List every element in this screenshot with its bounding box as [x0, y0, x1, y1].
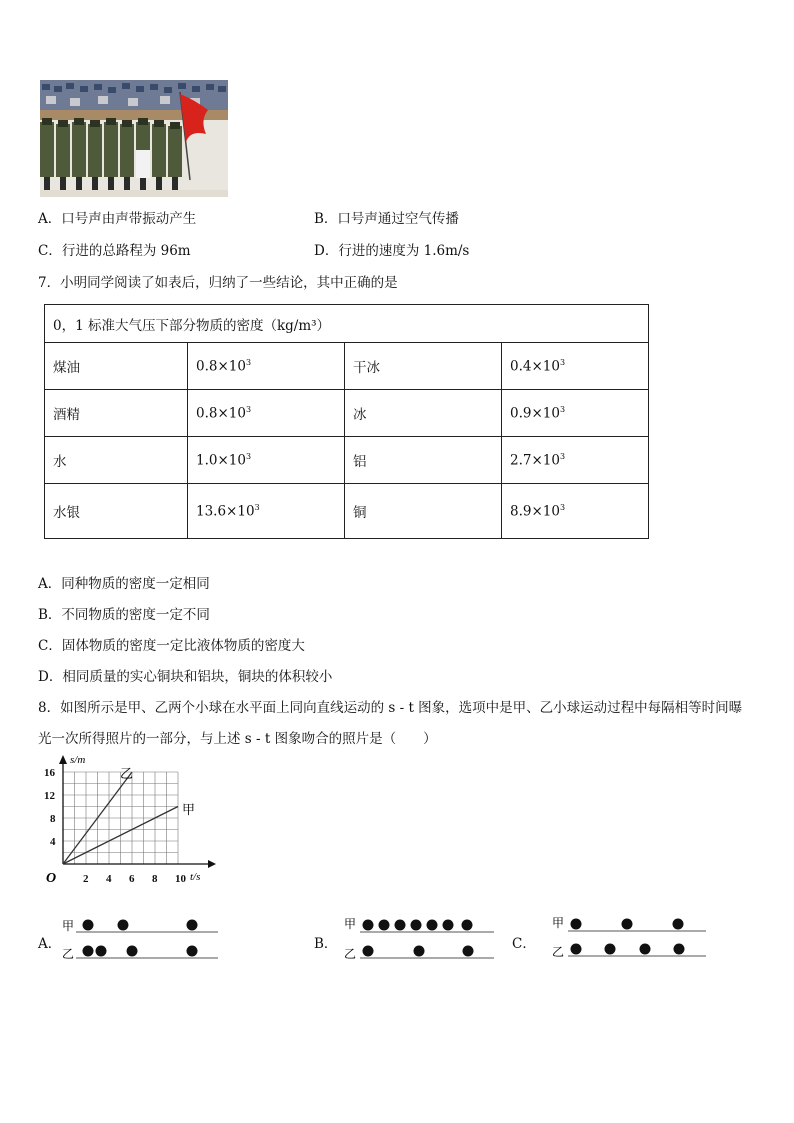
ball [96, 946, 107, 957]
ball [187, 946, 198, 957]
ball [395, 920, 406, 931]
density-cell: $0.9\times 10^3$ [502, 390, 649, 437]
ball [640, 944, 651, 955]
ball [363, 920, 374, 931]
ball [118, 920, 129, 931]
x-tick-label: 6 [129, 873, 135, 885]
substance-cell: 煤油 [45, 343, 188, 390]
y-axis-arrow [59, 755, 67, 764]
substance-cell: 铝 [345, 437, 502, 484]
label-yi: 乙 [62, 947, 75, 961]
x-tick-label: 2 [83, 873, 89, 885]
substance-cell: 水银 [45, 484, 188, 539]
density-cell: $0.8\times 10^3$ [188, 390, 345, 437]
ball [187, 920, 198, 931]
q7-option-d[interactable]: D．相同质量的实心铜块和铝块，铜块的体积较小 [38, 669, 333, 685]
ball [127, 946, 138, 957]
q8-option-c-label[interactable]: C． [512, 936, 536, 952]
ball [427, 920, 438, 931]
ball [673, 919, 684, 930]
x-tick-label: 10 [175, 873, 186, 885]
parade-photo [40, 80, 228, 197]
label-yi: 乙 [552, 945, 565, 959]
parade-photo-drawing [40, 80, 228, 197]
y-tick-label: 4 [50, 836, 56, 848]
series-label-jia: 甲 [182, 803, 196, 818]
q8-stem-line1: 8．如图所示是甲、乙两个小球在水平面上同向直线运动的 s - t 图象，选项中是甲、乙小球运动过程中每隔相等时间曝 [38, 700, 743, 716]
ball [83, 946, 94, 957]
density-cell: $2.7\times 10^3$ [502, 437, 649, 484]
substance-cell: 冰 [345, 390, 502, 437]
label-jia: 甲 [62, 919, 75, 933]
origin-label: O [46, 871, 57, 886]
table-row [45, 390, 649, 437]
label-jia: 甲 [552, 916, 565, 930]
st-graph [30, 752, 220, 887]
ball [462, 920, 473, 931]
density-table-caption: 0，1 标准大气压下部分物质的密度（kg/m³） [45, 305, 649, 343]
y-axis-label: s/m [70, 754, 86, 766]
ball [414, 946, 425, 957]
ball [83, 920, 94, 931]
density-cell: $1.0\times 10^3$ [188, 437, 345, 484]
y-tick-label: 16 [44, 767, 55, 779]
q7-option-b[interactable]: B．不同物质的密度一定不同 [38, 607, 210, 623]
series-label-yi: 乙 [120, 767, 134, 782]
ball [443, 920, 454, 931]
x-axis-label: t/s [190, 871, 201, 883]
table-row [45, 484, 649, 539]
ball [411, 920, 422, 931]
table-row [45, 437, 649, 484]
label-jia: 甲 [344, 917, 357, 931]
density-cell: $13.6\times 10^3$ [188, 484, 345, 539]
graph-grid [63, 772, 178, 864]
q6-option-c[interactable]: C．行进的总路程为 96m [38, 243, 191, 259]
q8-option-b-photo[interactable] [340, 912, 500, 962]
q8-option-a-photo[interactable] [60, 912, 220, 962]
q8-option-c-photo[interactable] [548, 910, 710, 960]
density-cell: $8.9\times 10^3$ [502, 484, 649, 539]
substance-cell: 干冰 [345, 343, 502, 390]
substance-cell: 铜 [345, 484, 502, 539]
ball [674, 944, 685, 955]
table-row [45, 343, 649, 390]
x-tick-label: 4 [106, 873, 112, 885]
ball [571, 944, 582, 955]
x-axis-arrow [208, 860, 216, 868]
ball [571, 919, 582, 930]
q7-stem: 7．小明同学阅读了如表后，归纳了一些结论，其中正确的是 [38, 275, 398, 291]
ball [622, 919, 633, 930]
ball [605, 944, 616, 955]
q6-option-d[interactable]: D．行进的速度为 1.6m/s [314, 243, 470, 259]
q7-option-a[interactable]: A．同种物质的密度一定相同 [38, 576, 210, 592]
y-tick-label: 8 [50, 813, 56, 825]
substance-cell: 水 [45, 437, 188, 484]
q8-option-b-label[interactable]: B． [314, 936, 338, 952]
q8-option-a-label[interactable]: A． [38, 936, 62, 952]
q6-option-b[interactable]: B．口号声通过空气传播 [314, 211, 459, 227]
density-cell: $0.8\times 10^3$ [188, 343, 345, 390]
ball [379, 920, 390, 931]
ball [363, 946, 374, 957]
label-yi: 乙 [344, 947, 357, 961]
q8-stem-line2: 光一次所得照片的一部分，与上述 s - t 图象吻合的照片是（ ） [38, 731, 437, 747]
y-tick-label: 12 [44, 790, 55, 802]
ball [463, 946, 474, 957]
q7-option-c[interactable]: C．固体物质的密度一定比液体物质的密度大 [38, 638, 305, 654]
x-tick-label: 8 [152, 873, 158, 885]
substance-cell: 酒精 [45, 390, 188, 437]
q6-option-a[interactable]: A．口号声由声带振动产生 [38, 211, 197, 227]
density-cell: $0.4\times 10^3$ [502, 343, 649, 390]
density-table [44, 304, 649, 539]
